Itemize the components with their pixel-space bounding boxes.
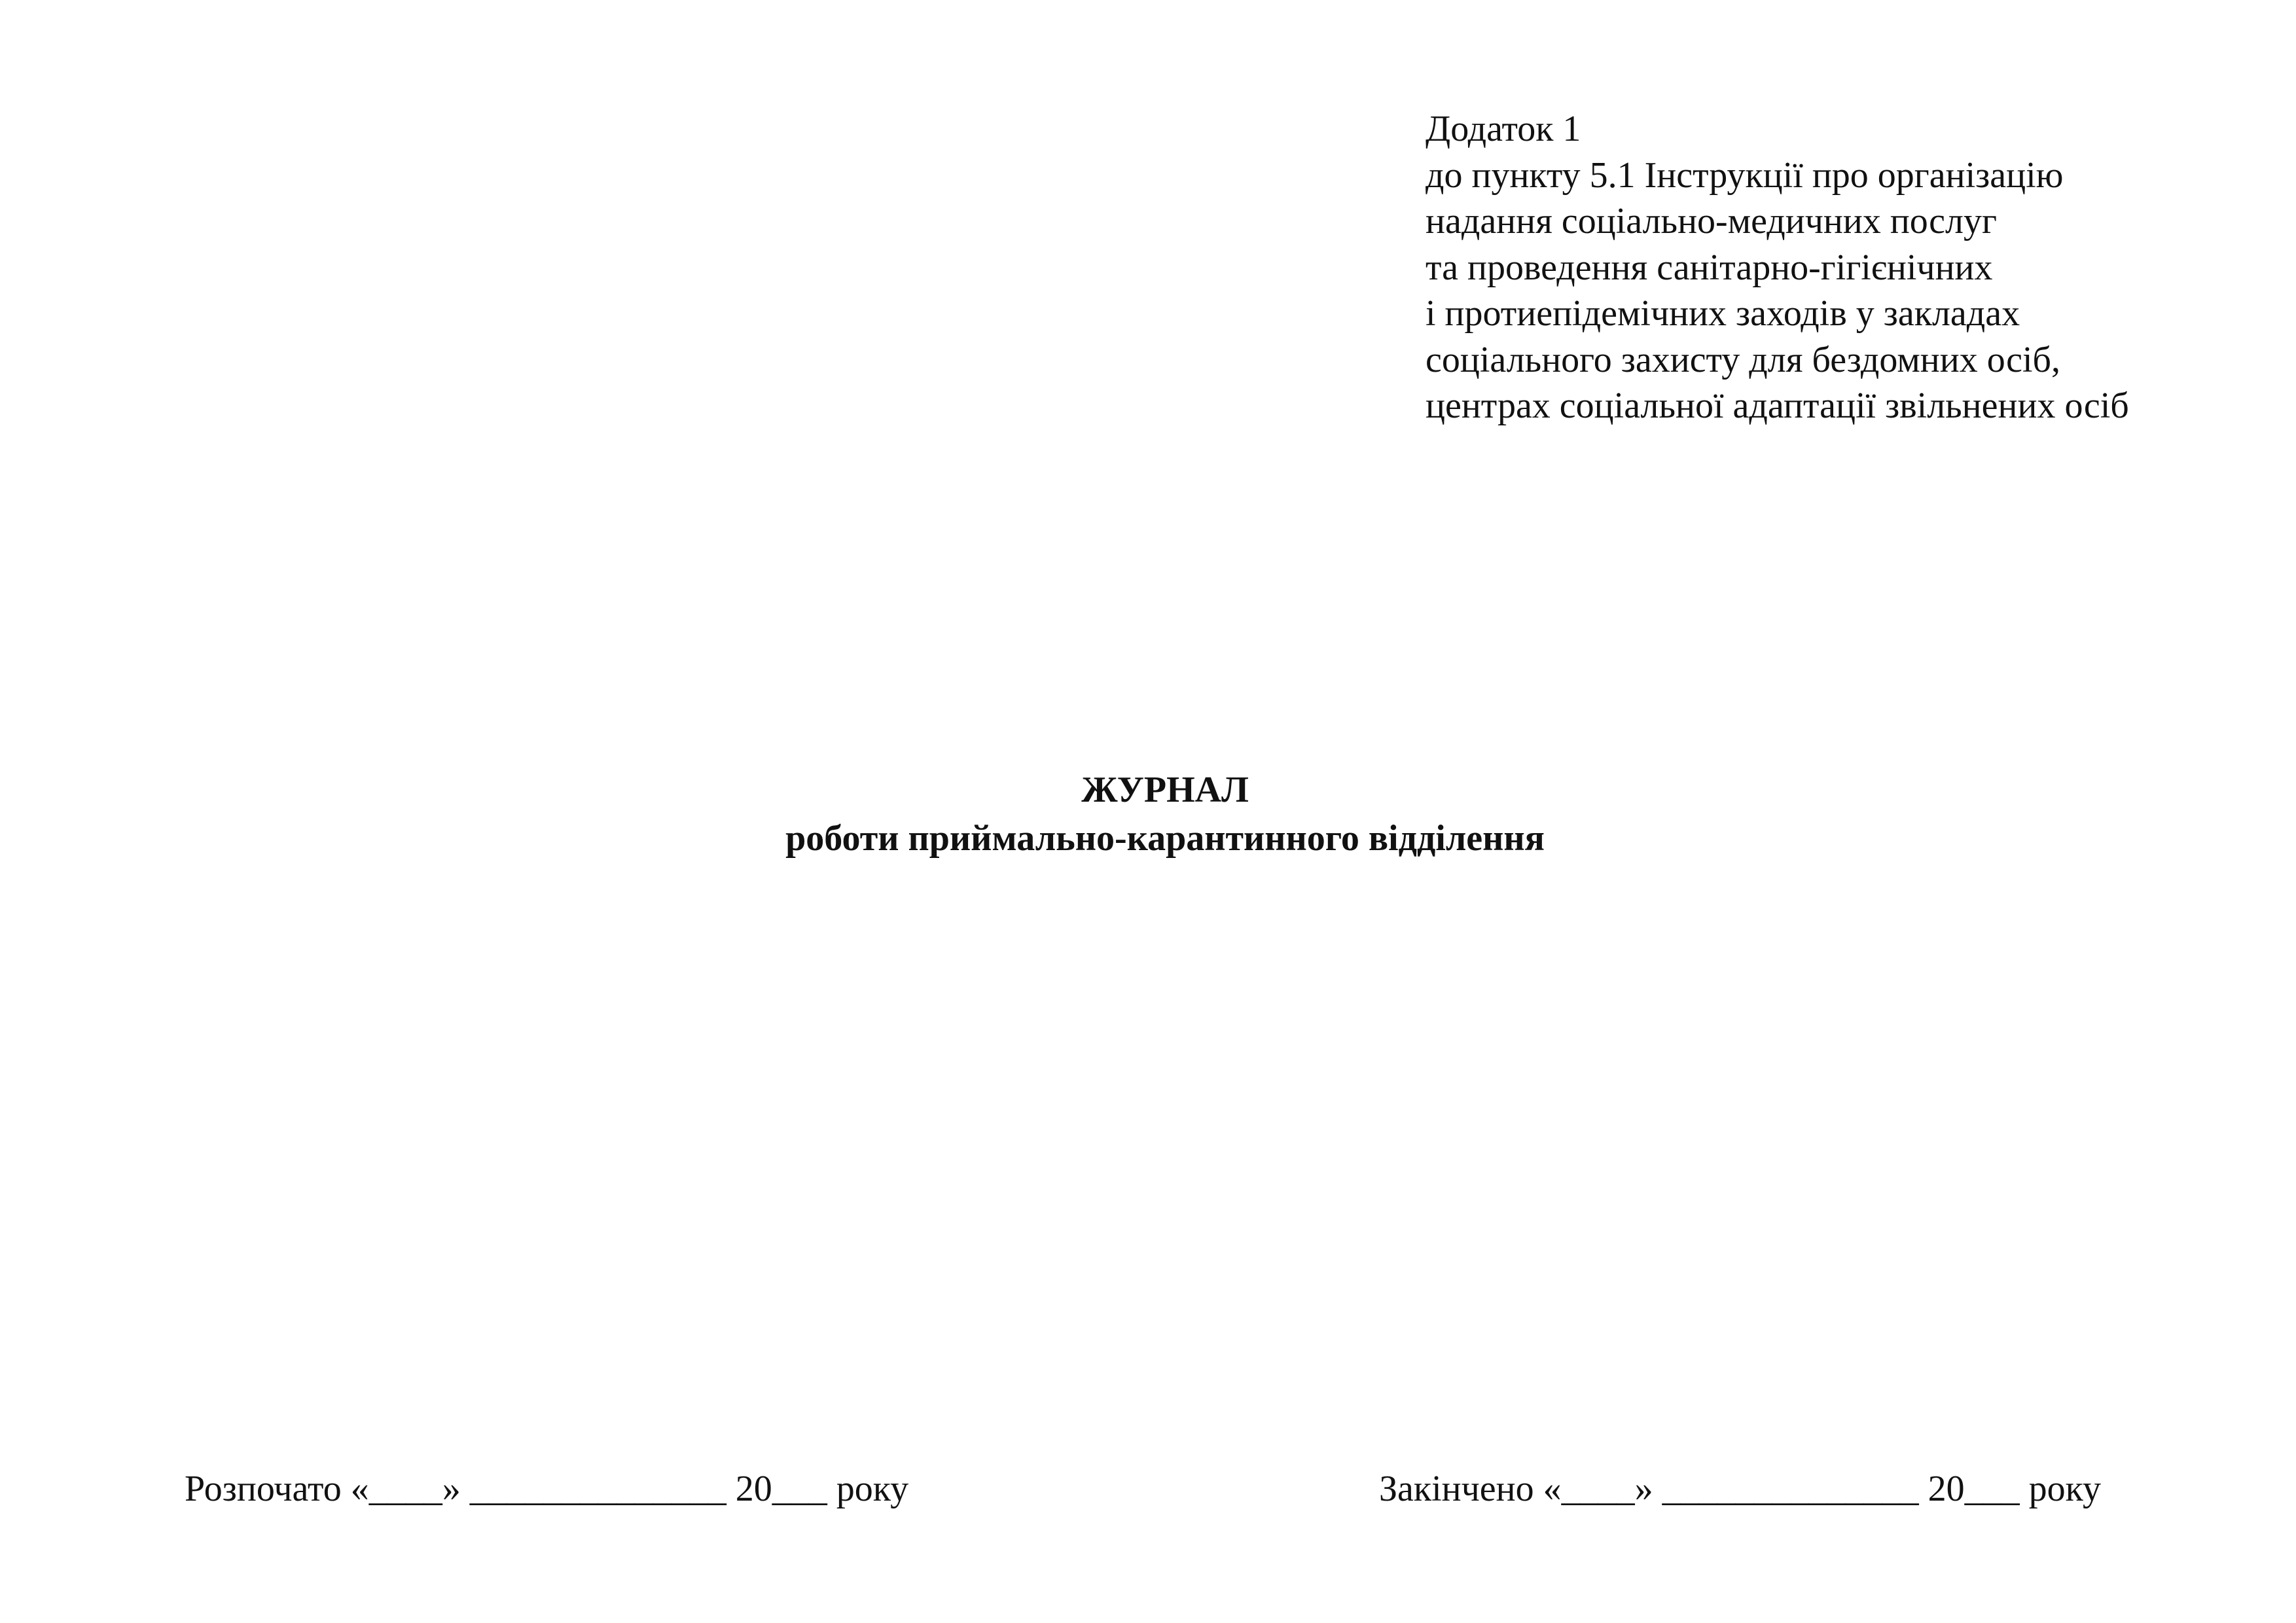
document-title: ЖУРНАЛ [1081, 770, 1249, 810]
appendix-line: та проведення санітарно-гігієнічних [1426, 247, 1993, 288]
started-date-line: Розпочато «____» ______________ 20___ року [185, 1469, 909, 1509]
finished-date-line: Закінчено «____» ______________ 20___ року [1379, 1469, 2102, 1509]
appendix-line: до пункту 5.1 Інструкції про організацію [1426, 154, 2064, 196]
appendix-line: надання соціально-медичних послуг [1426, 201, 1997, 241]
appendix-line: і протиепідемічних заходів у закладах [1426, 293, 2020, 334]
document-title-block [0, 766, 2296, 863]
appendix-note [1426, 106, 2129, 429]
document-subtitle: роботи приймально-карантинного відділення [785, 818, 1545, 859]
appendix-line: Додаток 1 [1426, 109, 1581, 149]
appendix-line: центрах соціальної адаптації звільнених осіб [1426, 385, 2129, 426]
appendix-line: соціального захисту для бездомних осіб, [1426, 339, 2060, 380]
